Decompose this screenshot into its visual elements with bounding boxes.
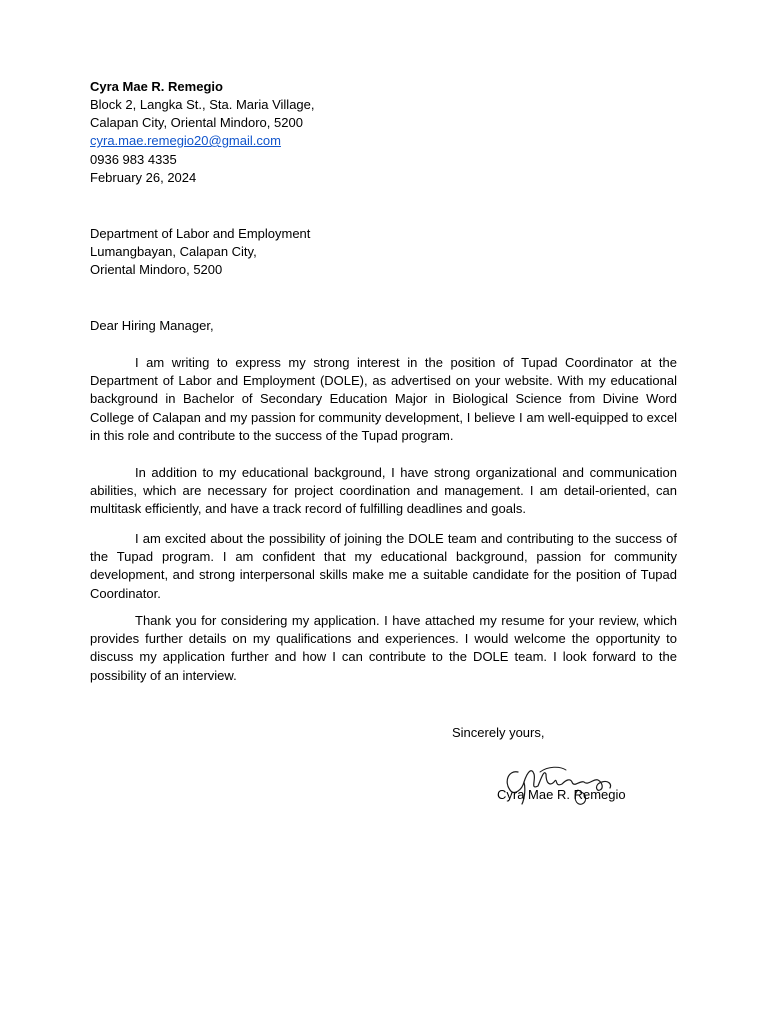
body-paragraph-4: Thank you for considering my application. I have attached my resume for your review, which provides further details on my qualifications and experiences. I would welcome the opportunity to discuss my application further and how I can contribute to the DOLE team. I look forward to the possibility of an interview. xyxy=(90,613,677,683)
salutation: Dear Hiring Manager, xyxy=(90,318,214,333)
sender-address-line1: Block 2, Langka St., Sta. Maria Village, xyxy=(90,97,315,112)
sender-phone: 0936 983 4335 xyxy=(90,152,177,167)
recipient-line2: Lumangbayan, Calapan City, xyxy=(90,244,257,259)
sender-name: Cyra Mae R. Remegio xyxy=(90,79,223,94)
sender-email-link[interactable]: cyra.mae.remegio20@gmail.com xyxy=(90,133,281,148)
body-paragraph-1: I am writing to express my strong interest in the position of Tupad Coordinator at the Department of Labor and Employment (DOLE), as advertised on your website. With my educational background in Bachelor of Secondary Education Major in Biological Science from Divine Word College of Calapan and my passion for community development, I believe I am well-equipped to excel in this role and contribute to the success of the Tupad program. xyxy=(90,355,677,443)
sender-address-line2: Calapan City, Oriental Mindoro, 5200 xyxy=(90,115,303,130)
signature-name: Cyra Mae R. Remegio xyxy=(497,787,626,802)
body-paragraph-3: I am excited about the possibility of joining the DOLE team and contributing to the success of the Tupad program. I am confident that my educational background, passion for community development, and strong interpersonal skills make me a suitable candidate for the position of Tupad Coordinator. xyxy=(90,531,677,601)
recipient-line1: Department of Labor and Employment xyxy=(90,226,311,241)
closing: Sincerely yours, xyxy=(452,725,545,740)
letter-date: February 26, 2024 xyxy=(90,170,197,185)
recipient-line3: Oriental Mindoro, 5200 xyxy=(90,262,223,277)
body-paragraph-2: In addition to my educational background, I have strong organizational and communication abilities, which are necessary for project coordination and management. I am detail-oriented, can multitask efficiently, and have a track record of fulfilling deadlines and goals. xyxy=(90,465,677,517)
